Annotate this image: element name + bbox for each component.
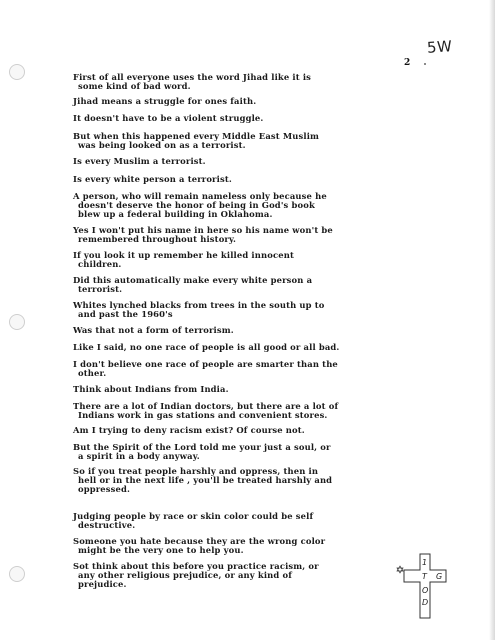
paragraph-12: Was that not a form of terrorism. <box>73 325 234 335</box>
paragraph-10: Did this automatically make every white person a terrorist. <box>73 275 313 294</box>
paragraph-17: Am I trying to deny racism exist? Of course not. <box>73 425 305 435</box>
paragraph-4: But when this happened every Middle East Muslim was being looked on as a terrorist. <box>73 131 320 150</box>
paragraph-9: If you look it up remember he killed innocent children. <box>73 250 294 269</box>
paragraph-13: Like I said, no one race of people is all good or all bad. <box>73 342 340 352</box>
cross-letter-down-2: D <box>422 598 429 607</box>
paragraph-16: There are a lot of Indian doctors, but there are a lot of Indians work in gas stations and convenient stores. <box>73 401 339 420</box>
star-of-david-icon <box>397 566 403 573</box>
hand-drawn-cross <box>394 552 464 622</box>
punch-hole-top <box>9 64 25 80</box>
cross-letter-down-1: O <box>422 586 429 595</box>
cross-letter-left: T <box>422 572 427 581</box>
cross-letter-top: 1 <box>422 558 428 567</box>
stray-dot-mark <box>424 63 426 65</box>
document-body <box>73 72 428 589</box>
paragraph-14: I don't believe one race of people are smarter than the other. <box>73 359 338 378</box>
cross-letter-right: G <box>436 572 443 581</box>
paragraph-8: Yes I won't put his name in here so his name won't be remembered throughout history. <box>73 225 333 244</box>
punch-hole-bottom <box>9 566 25 582</box>
paragraph-2: Jihad means a struggle for ones faith. <box>73 96 257 106</box>
page-edge-shadow <box>489 0 495 640</box>
punch-hole-middle <box>9 314 25 330</box>
paragraph-20: Judging people by race or skin color could be self destructive. <box>73 511 314 530</box>
page-number: 2 <box>404 58 411 68</box>
paragraph-22: Sot think about this before you practice racism, or any other religious prejudice, or any kind of prejudice. <box>73 561 319 589</box>
paragraph-19: So if you treat people harshly and oppress, then in hell or in the next life , you'll be treated harshly and oppressed. <box>73 466 333 494</box>
cross-icon <box>394 552 464 622</box>
paragraph-21: Someone you hate because they are the wrong color might be the very one to help you. <box>73 536 326 555</box>
paragraph-7: A person, who will remain nameless only because he doesn't deserve the honor of being in God's book blew up a federal building in Oklahoma. <box>73 191 327 219</box>
paragraph-11: Whites lynched blacks from trees in the south up to and past the 1960's <box>73 300 325 319</box>
paragraph-5: Is every Muslim a terrorist. <box>73 156 206 166</box>
paragraph-3: It doesn't have to be a violent struggle. <box>73 113 264 123</box>
handwritten-page-note: 5W <box>426 37 453 57</box>
paragraph-15: Think about Indians from India. <box>73 384 229 394</box>
paragraph-1: First of all everyone uses the word Jihad like it is some kind of bad word. <box>73 72 312 91</box>
paragraph-6: Is every white person a terrorist. <box>73 174 232 184</box>
paragraph-18: But the Spirit of the Lord told me your just a soul, or a spirit in a body anyway. <box>73 442 331 461</box>
